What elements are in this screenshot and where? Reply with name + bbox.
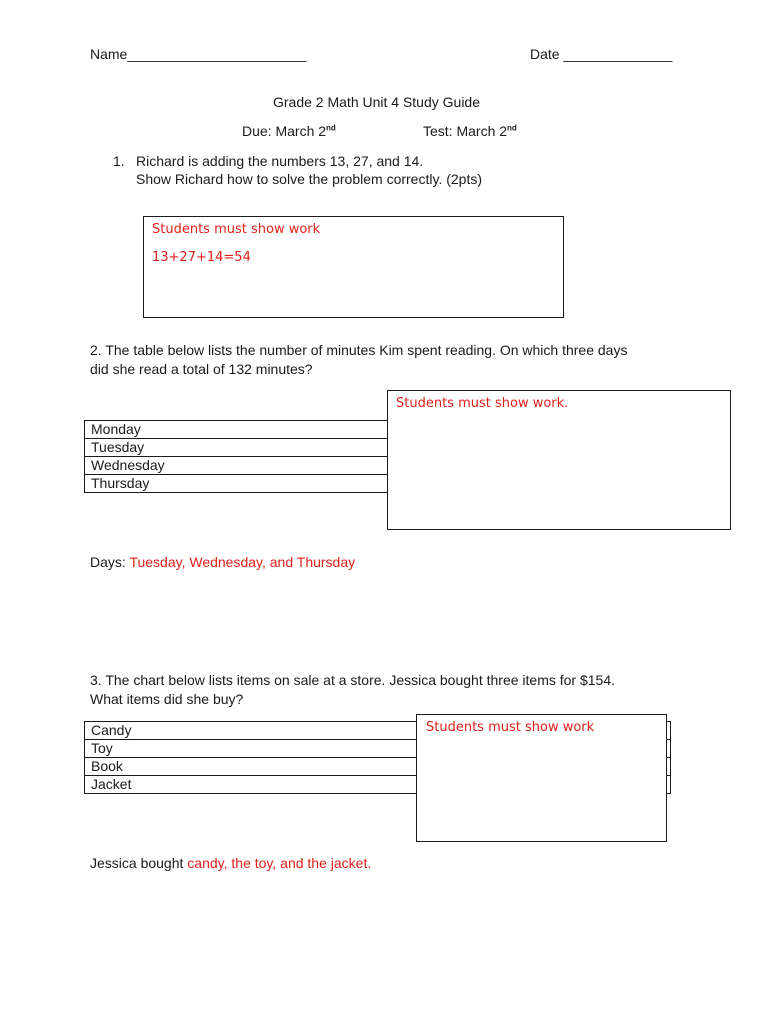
test-date: [423, 123, 517, 139]
q3-line1: 3. The chart below lists items on sale at a store. Jessica bought three items for $154.: [90, 672, 616, 688]
q2-work-box: [387, 390, 731, 530]
table-cell: Toy: [85, 740, 671, 758]
q1-line1: Richard is adding the numbers 13, 27, and 14.: [136, 153, 424, 169]
q3-answer-label: Jessica bought: [90, 855, 188, 871]
q2-answer: [90, 554, 355, 570]
table-cell: Tuesday: [85, 439, 389, 457]
test-date-suffix: nd: [507, 123, 517, 133]
table-cell: Wednesday: [85, 457, 389, 475]
table-cell: Book: [85, 758, 671, 776]
q1-line2: Show Richard how to solve the problem correctly. (2pts): [136, 171, 482, 187]
due-date-text: Due: March 2: [242, 123, 327, 139]
page-title: Grade 2 Math Unit 4 Study Guide: [273, 94, 480, 110]
test-date-text: Test: March 2: [423, 123, 508, 139]
table-cell: Jacket: [85, 776, 671, 794]
table-row: [85, 475, 389, 493]
due-date: [242, 123, 336, 139]
q1-work-answer: 13+27+14=54: [152, 250, 251, 265]
q2-line1: 2. The table below lists the number of minutes Kim spent reading. On which three days: [90, 342, 628, 358]
q2-answer-value: Tuesday, Wednesday, and Thursday: [129, 554, 356, 570]
q3-answer-value: candy, the toy, and the jacket.: [187, 855, 372, 871]
due-date-suffix: nd: [326, 123, 336, 133]
q1-work-note: Students must show work: [152, 222, 321, 237]
q3-work-note: Students must show work: [426, 720, 595, 735]
date-field: Date ______________: [530, 46, 673, 62]
q2-line2: did she read a total of 132 minutes?: [90, 361, 313, 377]
table-cell: Monday: [85, 421, 389, 439]
q2-table: [84, 420, 389, 493]
q1-number: 1.: [113, 153, 125, 169]
q3-answer: [90, 855, 371, 871]
q1-work-box: [143, 216, 564, 318]
q3-work-box: [416, 714, 667, 842]
q2-answer-label: Days:: [90, 554, 130, 570]
q3-line2: What items did she buy?: [90, 691, 244, 707]
name-field: Name_______________________: [90, 46, 307, 62]
table-cell: Candy: [85, 722, 671, 740]
table-row: [85, 421, 389, 439]
table-cell: Thursday: [85, 475, 389, 493]
table-row: [85, 439, 389, 457]
table-row: [85, 457, 389, 475]
q2-work-note: Students must show work.: [396, 396, 569, 411]
